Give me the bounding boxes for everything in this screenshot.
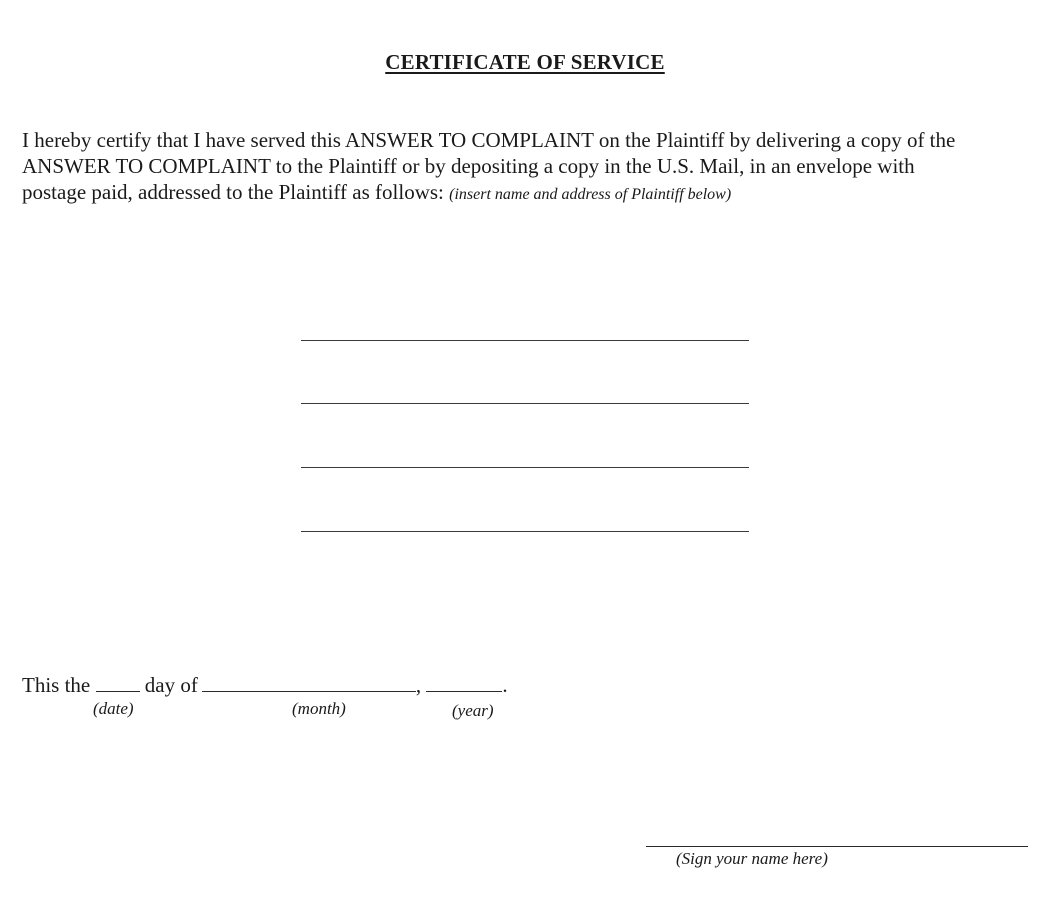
paragraph-line: ANSWER TO COMPLAINT to the Plaintiff or by depositing a copy in the U.S. Mail, in an envelope with <box>22 154 915 178</box>
instruction-note: (insert name and address of Plaintiff below) <box>449 186 732 203</box>
certification-paragraph <box>22 127 1032 208</box>
paragraph-line <box>22 179 1032 208</box>
paragraph-line: I hereby certify that I have served this ANSWER TO COMPLAINT on the Plaintiff by delivering a copy of the <box>22 128 956 152</box>
plaintiff-address-line-2[interactable] <box>301 403 749 404</box>
document-title: CERTIFICATE OF SERVICE <box>385 50 665 74</box>
plaintiff-address-line-4[interactable] <box>301 531 749 532</box>
year-blank[interactable] <box>426 673 502 692</box>
month-caption: (month) <box>292 699 346 718</box>
plaintiff-address-line-1[interactable] <box>301 340 749 341</box>
service-date-row <box>22 672 508 698</box>
paragraph-line-text: postage paid, addressed to the Plaintiff as follows: <box>22 180 450 204</box>
period-text: . <box>502 673 508 697</box>
date-prefix: This the <box>22 673 91 697</box>
comma-text: , <box>415 673 422 697</box>
date-blank[interactable] <box>96 673 140 692</box>
day-of-text: day of <box>144 673 198 697</box>
plaintiff-address-line-3[interactable] <box>301 467 749 468</box>
date-caption: (date) <box>93 699 134 718</box>
signature-line[interactable] <box>646 846 1028 847</box>
signature-caption: (Sign your name here) <box>676 849 828 868</box>
year-caption: (year) <box>452 701 494 720</box>
month-blank[interactable] <box>202 673 416 692</box>
